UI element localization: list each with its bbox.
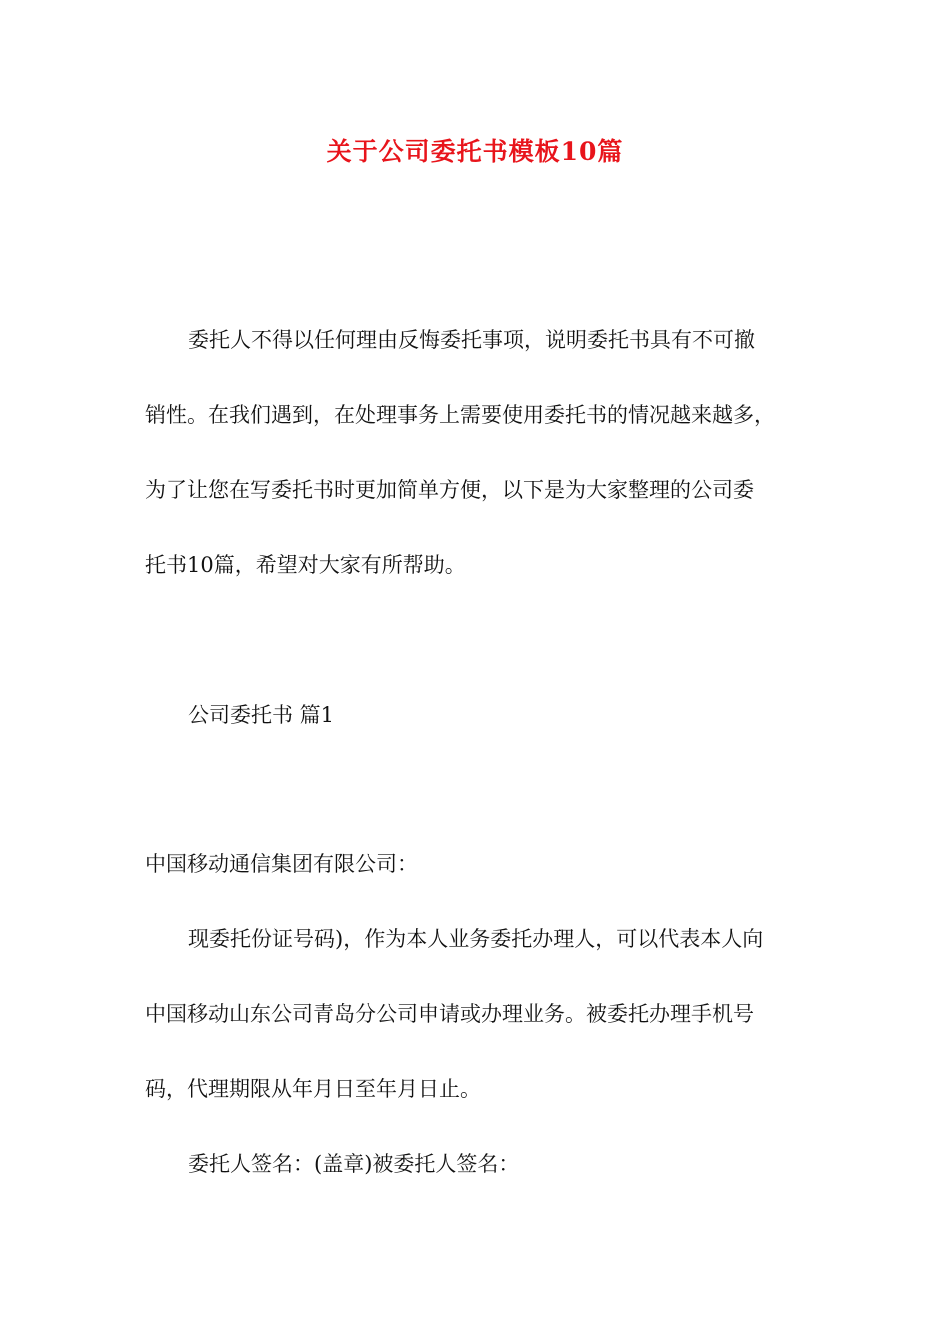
intro-line-2: 销性。在我们遇到，在处理事务上需要使用委托书的情况越来越多， xyxy=(145,403,775,427)
body-line-2: 中国移动山东公司青岛分公司申请或办理业务。被委托办理手机号 xyxy=(145,1002,754,1026)
intro-line-1: 委托人不得以任何理由反悔委托事项，说明委托书具有不可撤 xyxy=(188,328,755,352)
intro-line-3: 为了让您在写委托书时更加简单方便，以下是为大家整理的公司委 xyxy=(145,478,754,502)
section-heading: 公司委托书 篇1 xyxy=(188,703,335,727)
addressee: 中国移动通信集团有限公司： xyxy=(145,852,418,876)
body-line-3: 码，代理期限从年月日至年月日止。 xyxy=(145,1077,481,1101)
document-title: 关于公司委托书模板10篇 xyxy=(326,137,624,166)
signature-line: 委托人签名：(盖章)被委托人签名： xyxy=(188,1152,520,1176)
body-line-1: 现委托份证号码)，作为本人业务委托办理人，可以代表本人向 xyxy=(188,927,764,951)
intro-line-4: 托书10篇，希望对大家有所帮助。 xyxy=(145,553,466,577)
